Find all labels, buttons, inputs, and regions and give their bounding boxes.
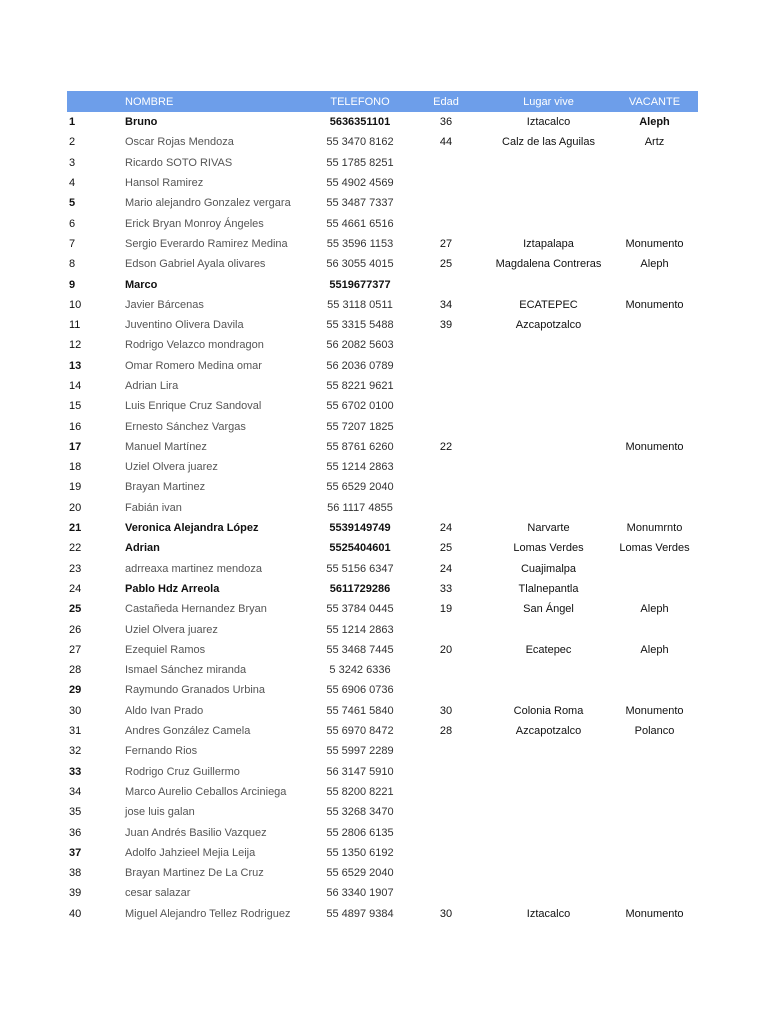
candidates-table — [67, 91, 698, 924]
phone-cell[interactable]: 5611729286 — [329, 582, 391, 595]
place-cell[interactable]: Azcapotzalco — [515, 725, 582, 738]
row-number[interactable]: 39 — [69, 887, 82, 900]
row-number[interactable]: 14 — [69, 380, 82, 392]
name-cell[interactable]: Fabián ivan — [125, 501, 182, 514]
row-number[interactable]: 35 — [69, 806, 82, 819]
phone-cell[interactable]: 55 3118 0511 — [327, 298, 393, 311]
row-number[interactable]: 16 — [69, 420, 82, 433]
vacancy-cell[interactable] — [611, 213, 698, 233]
name-cell[interactable]: Rodrigo Velazco mondragon — [125, 339, 264, 352]
name-cell[interactable]: Aldo Ivan Prado — [125, 704, 204, 717]
place-cell[interactable]: Tlalnepantla — [518, 582, 579, 595]
row-number[interactable]: 21 — [69, 522, 82, 535]
place-cell[interactable] — [486, 782, 611, 802]
row-number[interactable]: 3 — [69, 156, 76, 169]
row-number[interactable]: 23 — [69, 562, 82, 575]
vacancy-cell[interactable] — [611, 863, 698, 883]
row-number[interactable]: 34 — [69, 785, 82, 798]
vacancy-cell[interactable] — [611, 741, 698, 761]
vacancy-cell[interactable] — [611, 193, 698, 213]
table-row — [67, 295, 698, 315]
header-vacancy[interactable]: VACANTE — [628, 95, 681, 108]
place-cell[interactable] — [486, 173, 611, 193]
phone-cell[interactable]: 56 2082 5603 — [326, 339, 394, 352]
phone-cell[interactable]: 56 3340 1907 — [326, 887, 394, 900]
name-cell[interactable]: Manuel Martínez — [125, 440, 207, 453]
age-cell[interactable] — [406, 396, 486, 416]
phone-cell[interactable]: 55 1214 2863 — [326, 461, 394, 474]
name-cell[interactable]: Ricardo SOTO RIVAS — [125, 156, 233, 169]
age-cell[interactable] — [406, 356, 486, 376]
row-number[interactable]: 29 — [69, 684, 82, 697]
header-phone[interactable]: TELEFONO — [330, 95, 390, 108]
age-cell[interactable] — [406, 335, 486, 355]
table-row — [67, 721, 698, 741]
phone-cell[interactable]: 55 3596 1153 — [326, 237, 394, 250]
row-number[interactable]: 25 — [69, 603, 82, 616]
name-cell[interactable]: Juventino Olivera Davila — [125, 319, 244, 332]
name-cell[interactable]: Luis Enrique Cruz Sandoval — [125, 400, 262, 413]
table-row — [67, 254, 698, 274]
age-cell[interactable]: 25 — [439, 542, 453, 555]
place-cell[interactable] — [486, 193, 611, 213]
table-row — [67, 132, 698, 152]
place-cell[interactable]: San Ángel — [523, 603, 574, 616]
place-cell[interactable] — [486, 822, 611, 842]
place-cell[interactable] — [486, 274, 611, 294]
table-row — [67, 762, 698, 782]
table-row — [67, 396, 698, 416]
place-cell[interactable] — [486, 437, 611, 457]
phone-cell[interactable]: 55 3487 7337 — [326, 197, 394, 210]
row-number[interactable]: 31 — [69, 725, 82, 738]
vacancy-cell[interactable] — [611, 822, 698, 842]
table-row — [67, 741, 698, 761]
place-cell[interactable] — [486, 376, 611, 396]
vacancy-cell[interactable] — [611, 356, 698, 376]
age-cell[interactable]: 39 — [439, 319, 453, 332]
name-cell[interactable]: Uziel Olvera juarez — [125, 623, 218, 636]
phone-cell[interactable]: 55 1785 8251 — [326, 156, 394, 169]
name-cell[interactable]: Hansol Ramirez — [125, 177, 204, 190]
table-row — [67, 559, 698, 579]
place-cell[interactable]: Ecatepec — [525, 643, 572, 656]
row-number[interactable]: 13 — [69, 359, 82, 372]
vacancy-cell[interactable] — [611, 376, 698, 396]
vacancy-cell[interactable] — [611, 457, 698, 477]
age-cell[interactable] — [406, 213, 486, 233]
row-number[interactable]: 22 — [69, 542, 82, 555]
name-cell[interactable]: Bruno — [125, 116, 158, 129]
name-cell[interactable]: Juan Andrés Basilio Vazquez — [125, 826, 267, 839]
age-cell[interactable] — [406, 193, 486, 213]
header-place[interactable]: Lugar vive — [523, 95, 574, 108]
row-number[interactable]: 27 — [69, 643, 82, 656]
row-number[interactable]: 6 — [69, 217, 76, 230]
age-cell[interactable]: 30 — [439, 704, 453, 717]
phone-cell[interactable]: 55 3468 7445 — [326, 643, 394, 656]
name-cell[interactable]: Pablo Hdz Arreola — [125, 582, 220, 595]
name-cell[interactable]: Ernesto Sánchez Vargas — [125, 420, 246, 433]
phone-cell[interactable]: 5519677377 — [329, 278, 391, 291]
age-cell[interactable] — [406, 741, 486, 761]
place-cell[interactable] — [486, 213, 611, 233]
vacancy-cell[interactable] — [611, 559, 698, 579]
table-row — [67, 904, 698, 924]
age-cell[interactable]: 34 — [439, 298, 453, 311]
place-cell[interactable] — [486, 457, 611, 477]
row-number[interactable]: 10 — [69, 298, 82, 311]
vacancy-cell[interactable] — [611, 843, 698, 863]
table-body — [67, 112, 698, 924]
name-cell[interactable]: Ismael Sánchez miranda — [125, 664, 247, 677]
vacancy-cell[interactable] — [611, 498, 698, 518]
row-number[interactable]: 4 — [69, 177, 76, 190]
name-cell[interactable]: Raymundo Granados Urbina — [125, 684, 266, 697]
phone-cell[interactable]: 55 3268 3470 — [326, 806, 394, 819]
table-row — [67, 538, 698, 558]
place-cell[interactable]: Narvarte — [527, 522, 570, 535]
name-cell[interactable]: Marco — [125, 278, 158, 291]
place-cell[interactable]: ECATEPEC — [519, 298, 578, 311]
table-row — [67, 457, 698, 477]
vacancy-cell[interactable] — [611, 619, 698, 639]
phone-cell[interactable]: 55 6906 0736 — [326, 684, 394, 697]
age-cell[interactable] — [406, 843, 486, 863]
age-cell[interactable] — [406, 782, 486, 802]
table-row — [67, 234, 698, 254]
place-cell[interactable]: Azcapotzalco — [515, 319, 582, 332]
table-row — [67, 518, 698, 538]
phone-cell[interactable]: 55 6529 2040 — [326, 481, 394, 494]
name-cell[interactable]: Ezequiel Ramos — [125, 643, 206, 656]
phone-cell[interactable]: 55 5997 2289 — [326, 745, 394, 758]
table-row — [67, 599, 698, 619]
row-number[interactable]: 15 — [69, 400, 82, 413]
table-row — [67, 437, 698, 457]
age-cell[interactable]: 30 — [439, 907, 453, 920]
phone-cell[interactable]: 55 3470 8162 — [326, 136, 394, 149]
row-number[interactable]: 38 — [69, 867, 82, 880]
age-cell[interactable]: 25 — [439, 258, 453, 271]
row-number[interactable]: 33 — [69, 765, 82, 778]
spreadsheet — [67, 91, 698, 924]
phone-cell[interactable]: 5539149749 — [329, 522, 391, 535]
vacancy-cell[interactable] — [611, 153, 698, 173]
phone-cell[interactable]: 5636351101 — [329, 116, 391, 129]
table-row — [67, 680, 698, 700]
phone-cell[interactable]: 55 6529 2040 — [326, 867, 394, 880]
place-cell[interactable] — [486, 843, 611, 863]
age-cell[interactable] — [406, 153, 486, 173]
place-cell[interactable] — [486, 680, 611, 700]
age-cell[interactable]: 20 — [439, 643, 453, 656]
vacancy-cell[interactable]: Aleph — [640, 643, 669, 656]
phone-cell[interactable]: 5525404601 — [329, 542, 391, 555]
row-number[interactable]: 12 — [69, 339, 82, 352]
row-number[interactable]: 28 — [69, 664, 82, 677]
age-cell[interactable] — [406, 416, 486, 436]
name-cell[interactable]: Javier Bárcenas — [125, 298, 204, 311]
phone-cell[interactable]: 55 7207 1825 — [326, 420, 394, 433]
vacancy-cell[interactable]: Monumento — [625, 440, 684, 453]
age-cell[interactable] — [406, 863, 486, 883]
row-number[interactable]: 19 — [69, 481, 82, 494]
age-cell[interactable]: 28 — [439, 725, 453, 738]
vacancy-cell[interactable]: Monumento — [625, 704, 684, 717]
phone-cell[interactable]: 55 8221 9621 — [326, 380, 394, 392]
age-cell[interactable] — [406, 477, 486, 497]
age-cell[interactable] — [406, 883, 486, 903]
name-cell[interactable]: Uziel Olvera juarez — [125, 461, 218, 474]
row-number[interactable]: 20 — [69, 501, 82, 514]
vacancy-cell[interactable]: Polanco — [634, 725, 675, 738]
phone-cell[interactable]: 55 8761 6260 — [326, 440, 394, 453]
vacancy-cell[interactable] — [611, 335, 698, 355]
vacancy-cell[interactable]: Monumento — [625, 237, 684, 250]
table-row — [67, 153, 698, 173]
name-cell[interactable]: Marco Aurelio Ceballos Arciniega — [125, 785, 287, 798]
phone-cell[interactable]: 56 3147 5910 — [326, 765, 394, 778]
vacancy-cell[interactable] — [611, 173, 698, 193]
age-cell[interactable]: 27 — [439, 237, 453, 250]
phone-cell[interactable]: 55 4661 6516 — [326, 217, 394, 230]
header-age[interactable]: Edad — [433, 95, 459, 108]
phone-cell[interactable]: 55 4902 4569 — [326, 177, 394, 190]
name-cell[interactable]: Brayan Martinez — [125, 481, 206, 494]
table-row — [67, 356, 698, 376]
row-number[interactable]: 2 — [69, 136, 76, 149]
vacancy-cell[interactable] — [611, 274, 698, 294]
place-cell[interactable]: Calz de las Aguilas — [502, 136, 595, 149]
row-number[interactable]: 32 — [69, 745, 82, 758]
table-row — [67, 843, 698, 863]
table-row — [67, 640, 698, 660]
header-num[interactable] — [67, 91, 96, 112]
table-row — [67, 660, 698, 680]
place-cell[interactable] — [486, 153, 611, 173]
name-cell[interactable]: Veronica Alejandra López — [125, 522, 259, 535]
table-row — [67, 274, 698, 294]
phone-cell[interactable]: 55 5156 6347 — [326, 562, 394, 575]
table-row — [67, 213, 698, 233]
place-cell[interactable] — [486, 863, 611, 883]
row-number[interactable]: 1 — [69, 116, 76, 129]
age-cell[interactable] — [406, 376, 486, 396]
row-number[interactable]: 40 — [69, 907, 82, 920]
age-cell[interactable]: 24 — [439, 562, 453, 575]
phone-cell[interactable]: 55 4897 9384 — [326, 907, 394, 920]
row-number[interactable]: 24 — [69, 582, 82, 595]
vacancy-cell[interactable] — [611, 660, 698, 680]
place-cell[interactable]: Lomas Verdes — [513, 542, 584, 555]
row-number[interactable]: 5 — [69, 197, 76, 210]
place-cell[interactable] — [486, 802, 611, 822]
place-cell[interactable] — [486, 883, 611, 903]
row-number[interactable]: 30 — [69, 704, 82, 717]
table-row — [67, 802, 698, 822]
vacancy-cell[interactable] — [611, 396, 698, 416]
age-cell[interactable]: 44 — [439, 136, 453, 149]
age-cell[interactable] — [406, 619, 486, 639]
vacancy-cell[interactable] — [611, 579, 698, 599]
place-cell[interactable] — [486, 396, 611, 416]
name-cell[interactable]: Adrian Lira — [125, 380, 179, 392]
row-number[interactable]: 8 — [69, 258, 76, 271]
vacancy-cell[interactable]: Aleph — [640, 258, 669, 271]
name-cell[interactable]: Brayan Martinez De La Cruz — [125, 867, 264, 880]
vacancy-cell[interactable] — [611, 762, 698, 782]
age-cell[interactable] — [406, 457, 486, 477]
table-row — [67, 822, 698, 842]
vacancy-cell[interactable] — [611, 883, 698, 903]
table-row — [67, 619, 698, 639]
phone-cell[interactable]: 55 8200 8221 — [326, 785, 394, 798]
header-name[interactable]: NOMBRE — [125, 95, 174, 108]
vacancy-cell[interactable]: Lomas Verdes — [619, 542, 690, 555]
place-cell[interactable] — [486, 619, 611, 639]
table-row — [67, 112, 698, 132]
vacancy-cell[interactable]: Aleph — [640, 603, 669, 616]
age-cell[interactable] — [406, 498, 486, 518]
table-row — [67, 416, 698, 436]
age-cell[interactable]: 19 — [439, 603, 453, 616]
name-cell[interactable]: Oscar Rojas Mendoza — [125, 136, 234, 149]
table-row — [67, 477, 698, 497]
place-cell[interactable] — [486, 660, 611, 680]
table-row — [67, 376, 698, 396]
age-cell[interactable]: 33 — [439, 582, 453, 595]
age-cell[interactable] — [406, 822, 486, 842]
vacancy-cell[interactable] — [611, 782, 698, 802]
age-cell[interactable]: 36 — [439, 116, 453, 129]
name-cell[interactable]: Erick Bryan Monroy Ángeles — [125, 217, 264, 230]
place-cell[interactable]: Cuajimalpa — [520, 562, 577, 575]
vacancy-cell[interactable]: Artz — [644, 136, 665, 149]
row-number[interactable]: 11 — [69, 319, 81, 332]
name-cell[interactable]: Adrian — [125, 542, 160, 555]
header-row — [67, 91, 698, 112]
name-cell[interactable]: Adolfo Jahzieel Mejia Leija — [125, 846, 256, 859]
name-cell[interactable]: Mario alejandro Gonzalez vergara — [125, 197, 291, 210]
phone-cell[interactable]: 56 2036 0789 — [326, 359, 394, 372]
phone-cell[interactable]: 56 1117 4855 — [327, 501, 393, 514]
name-cell[interactable]: Sergio Everardo Ramirez Medina — [125, 237, 288, 250]
vacancy-cell[interactable]: Aleph — [639, 116, 670, 129]
phone-cell[interactable]: 5 3242 6336 — [329, 664, 391, 677]
phone-cell[interactable]: 56 3055 4015 — [326, 258, 394, 271]
name-cell[interactable]: Andres González Camela — [125, 725, 251, 738]
table-row — [67, 579, 698, 599]
table-row — [67, 193, 698, 213]
row-number[interactable]: 9 — [69, 278, 76, 291]
age-cell[interactable] — [406, 173, 486, 193]
table-row — [67, 335, 698, 355]
phone-cell[interactable]: 55 7461 5840 — [326, 704, 394, 717]
vacancy-cell[interactable] — [611, 315, 698, 335]
table-row — [67, 701, 698, 721]
table-row — [67, 173, 698, 193]
place-cell[interactable] — [486, 498, 611, 518]
row-number[interactable]: 17 — [69, 440, 82, 453]
age-cell[interactable] — [406, 762, 486, 782]
name-cell[interactable]: Miguel Alejandro Tellez Rodriguez — [125, 907, 291, 920]
row-number[interactable]: 36 — [69, 826, 82, 839]
age-cell[interactable] — [406, 274, 486, 294]
place-cell[interactable]: Colonia Roma — [513, 704, 584, 717]
age-cell[interactable]: 24 — [439, 522, 453, 535]
name-cell[interactable]: Fernando Rios — [125, 745, 198, 758]
place-cell[interactable]: Iztacalco — [526, 907, 571, 920]
phone-cell[interactable]: 55 6702 0100 — [326, 400, 394, 413]
table-row — [67, 863, 698, 883]
age-cell[interactable] — [406, 660, 486, 680]
vacancy-cell[interactable] — [611, 680, 698, 700]
place-cell[interactable] — [486, 356, 611, 376]
name-cell[interactable]: jose luis galan — [125, 806, 195, 819]
vacancy-cell[interactable] — [611, 416, 698, 436]
row-number[interactable]: 7 — [69, 237, 76, 250]
place-cell[interactable] — [486, 741, 611, 761]
phone-cell[interactable]: 55 2806 6135 — [326, 826, 394, 839]
row-number[interactable]: 37 — [69, 846, 82, 859]
vacancy-cell[interactable]: Monumento — [625, 298, 684, 311]
vacancy-cell[interactable]: Monumento — [625, 907, 684, 920]
table-row — [67, 883, 698, 903]
place-cell[interactable] — [486, 477, 611, 497]
table-row — [67, 315, 698, 335]
phone-cell[interactable]: 55 3784 0445 — [326, 603, 394, 616]
place-cell[interactable]: Iztapalapa — [523, 237, 574, 250]
vacancy-cell[interactable]: Monumrnto — [626, 522, 683, 535]
name-cell[interactable]: adrreaxa martinez mendoza — [125, 562, 262, 575]
name-cell[interactable]: Rodrigo Cruz Guillermo — [125, 765, 240, 778]
place-cell[interactable] — [486, 335, 611, 355]
row-number[interactable]: 26 — [69, 623, 82, 636]
row-number[interactable]: 18 — [69, 461, 82, 474]
phone-cell[interactable]: 55 3315 5488 — [326, 319, 394, 332]
phone-cell[interactable]: 55 1214 2863 — [326, 623, 394, 636]
name-cell[interactable]: Castañeda Hernandez Bryan — [125, 603, 267, 616]
phone-cell[interactable]: 55 1350 6192 — [326, 846, 394, 859]
age-cell[interactable]: 22 — [439, 440, 453, 453]
table-row — [67, 782, 698, 802]
age-cell[interactable] — [406, 680, 486, 700]
vacancy-cell[interactable] — [611, 802, 698, 822]
age-cell[interactable] — [406, 802, 486, 822]
vacancy-cell[interactable] — [611, 477, 698, 497]
place-cell[interactable] — [486, 762, 611, 782]
table-row — [67, 498, 698, 518]
name-cell[interactable]: Edson Gabriel Ayala olivares — [125, 258, 266, 271]
name-cell[interactable]: cesar salazar — [125, 887, 191, 900]
place-cell[interactable]: Magdalena Contreras — [495, 258, 602, 271]
name-cell[interactable]: Omar Romero Medina omar — [125, 359, 262, 372]
place-cell[interactable] — [486, 416, 611, 436]
place-cell[interactable]: Iztacalco — [526, 116, 571, 129]
phone-cell[interactable]: 55 6970 8472 — [326, 725, 394, 738]
